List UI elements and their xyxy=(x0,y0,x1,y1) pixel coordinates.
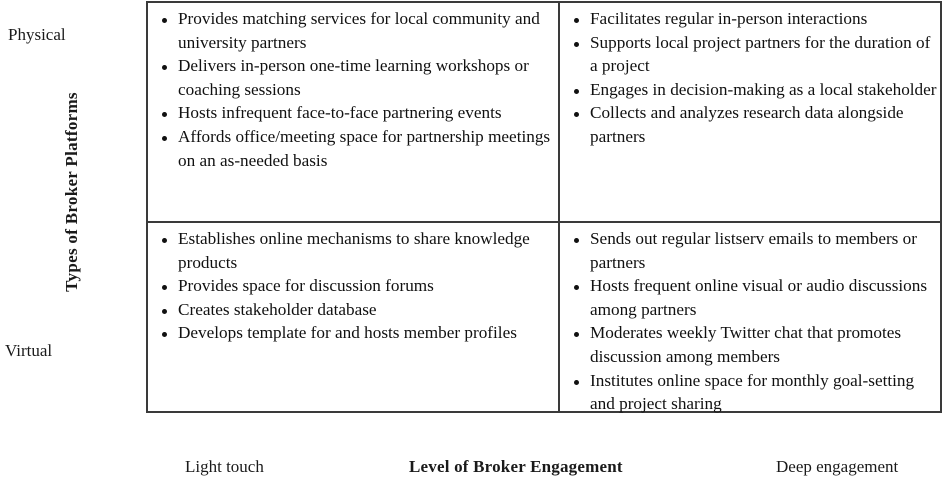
bullet-list xyxy=(148,223,558,345)
x-axis-left-label: Light touch xyxy=(185,457,264,476)
list-item: Moderates weekly Twitter chat that promotes discussion among members xyxy=(590,321,940,368)
quadrant-physical-light-touch xyxy=(148,3,558,221)
y-axis-bottom-label: Virtual xyxy=(5,341,53,360)
list-item: Collects and analyzes research data alongside partners xyxy=(590,101,940,148)
list-item: Creates stakeholder database xyxy=(178,298,558,322)
list-item: Affords office/meeting space for partnership meetings on an as-needed basis xyxy=(178,125,558,172)
list-item: Hosts frequent online visual or audio discussions among partners xyxy=(590,274,940,321)
matrix-grid xyxy=(146,1,942,413)
list-item: Engages in decision-making as a local stakeholder xyxy=(590,78,940,102)
quadrant-virtual-light-touch xyxy=(148,223,558,411)
list-item: Hosts infrequent face-to-face partnering events xyxy=(178,101,558,125)
quadrant-virtual-deep-engagement xyxy=(560,223,940,414)
list-item: Supports local project partners for the duration of a project xyxy=(590,31,940,78)
quadrant-physical-deep-engagement xyxy=(560,3,940,221)
list-item: Develops template for and hosts member profiles xyxy=(178,321,558,345)
list-item: Institutes online space for monthly goal-setting and project sharing xyxy=(590,369,940,416)
x-axis-title: Level of Broker Engagement xyxy=(409,457,623,476)
list-item: Provides space for discussion forums xyxy=(178,274,558,298)
bullet-list xyxy=(148,3,558,172)
list-item: Facilitates regular in-person interactions xyxy=(590,7,940,31)
bullet-list xyxy=(560,223,940,416)
x-axis-right-label: Deep engagement xyxy=(776,457,899,476)
bullet-list xyxy=(560,3,940,149)
y-axis-top-label: Physical xyxy=(8,25,66,44)
y-axis-title: Types of Broker Platforms xyxy=(62,92,81,292)
list-item: Establishes online mechanisms to share knowledge products xyxy=(178,227,558,274)
list-item: Provides matching services for local community and university partners xyxy=(178,7,558,54)
list-item: Sends out regular listserv emails to members or partners xyxy=(590,227,940,274)
list-item: Delivers in-person one-time learning workshops or coaching sessions xyxy=(178,54,558,101)
